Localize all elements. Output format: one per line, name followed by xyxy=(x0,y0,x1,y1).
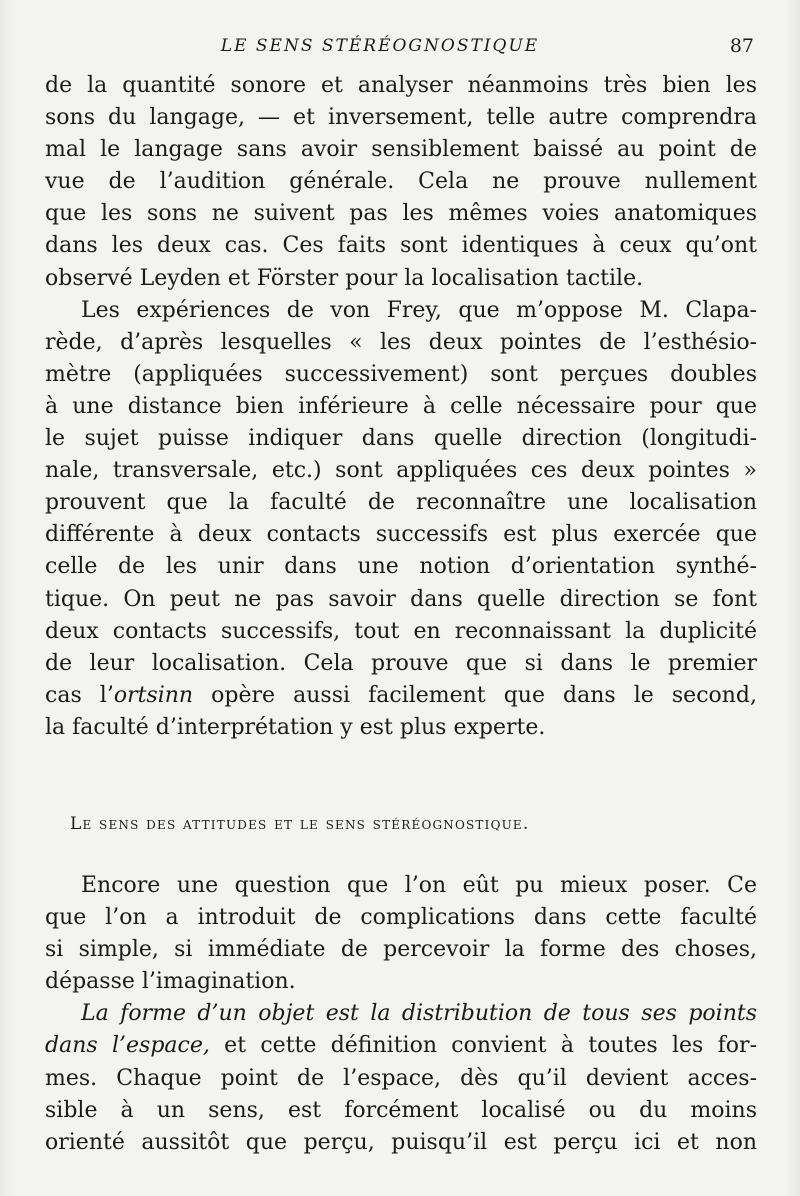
text-line: sons du langage, — et inversement, telle autre comprendra xyxy=(45,105,757,131)
text-line: que l’on a introduit de complications dans cette faculté xyxy=(45,905,757,931)
text-run: et cette définition convient à toutes les for- xyxy=(209,1033,757,1059)
text-line: la faculté d’interprétation y est plus experte. xyxy=(45,714,546,740)
text-line: rède, d’après lesquelles « les deux pointes de l’esthésio- xyxy=(45,329,757,355)
body-text-top xyxy=(45,70,757,744)
text-line: deux contacts successifs, tout en reconnaissant la duplicité xyxy=(45,618,757,644)
text-line xyxy=(45,998,757,1030)
text-line: sible à un sens, est forcément localisé ou du moins xyxy=(45,1097,757,1123)
text-line: celle de les unir dans une notion d’orientation synthé- xyxy=(45,554,757,580)
text-line: différente à deux contacts successifs est plus exercée que xyxy=(45,522,757,548)
text-line: observé Leyden et Förster pour la localisation tactile. xyxy=(45,265,644,291)
text-line: dépasse l’imagination. xyxy=(45,969,296,995)
text-line: nale, transversale, etc.) sont appliquées ces deux pointes » xyxy=(45,458,757,484)
text-line: vue de l’audition générale. Cela ne prouve nullement xyxy=(45,169,757,195)
body-text-bottom xyxy=(45,870,757,1159)
text-line: tique. On peut ne pas savoir dans quelle direction se font xyxy=(45,586,757,612)
section-heading: Le sens des attitudes et le sens stéréognostique. xyxy=(70,814,530,834)
text-line: de la quantité sonore et analyser néanmoins très bien les xyxy=(45,73,757,98)
text-line: si simple, si immédiate de percevoir la forme des choses, xyxy=(45,937,757,963)
page-number: 87 xyxy=(729,35,754,57)
text-line xyxy=(45,1030,757,1062)
text-line: mètre (appliquées successivement) sont perçues doubles xyxy=(45,361,757,387)
running-title: LE SENS STÉRÉOGNOSTIQUE xyxy=(220,36,540,56)
text-line: orienté aussitôt que perçu, puisqu’il est perçu ici et non xyxy=(45,1129,757,1155)
text-line: à une distance bien inférieure à celle nécessaire pour que xyxy=(45,393,757,419)
running-head xyxy=(42,33,758,59)
text-run: opère aussi facilement que dans le second, xyxy=(193,682,758,708)
italic-term: ortsinn xyxy=(113,682,194,708)
text-line: que les sons ne suivent pas les mêmes voies anatomiques xyxy=(45,201,757,227)
text-run: cas l’ xyxy=(45,682,114,708)
text-line: dans les deux cas. Ces faits sont identiques à ceux qu’ont xyxy=(45,233,757,259)
text-line: le sujet puisse indiquer dans quelle direction (longitudi- xyxy=(45,426,757,452)
text-line: Les expériences de von Frey, que m’oppose M. Clapa- xyxy=(81,297,757,323)
text-line: mal le langage sans avoir sensiblement baissé au point de xyxy=(45,137,757,163)
text-line: de leur localisation. Cela prouve que si dans le premier xyxy=(45,650,757,676)
text-line-ortsinn xyxy=(45,680,757,712)
italic-definition: dans l’espace, xyxy=(45,1033,210,1059)
italic-definition: La forme d’un objet est la distribution de tous ses points xyxy=(81,1001,757,1027)
text-line: prouvent que la faculté de reconnaître une localisation xyxy=(45,490,757,516)
text-line: Encore une question que l’on eût pu mieux poser. Ce xyxy=(81,873,757,898)
text-line: mes. Chaque point de l’espace, dès qu’il devient acces- xyxy=(45,1065,757,1091)
